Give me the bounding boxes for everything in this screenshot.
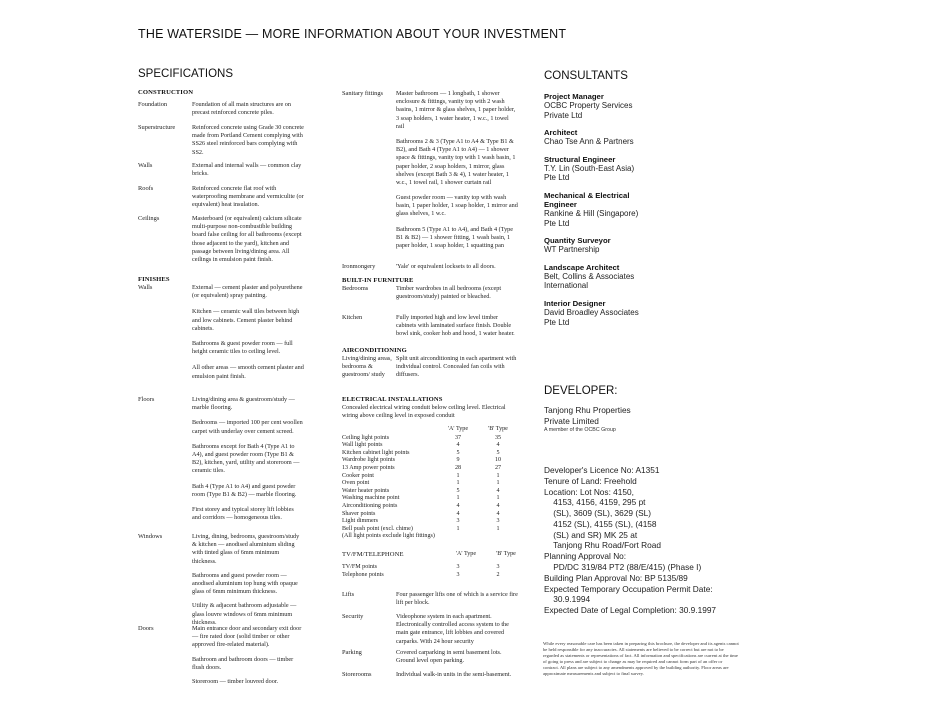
- point-count-b: 2: [496, 571, 500, 578]
- spec-text: Living/dining area & guestroom/study — marble flooring.: [192, 396, 295, 412]
- spec-label: Windows: [138, 533, 163, 540]
- point-count-a: 1: [456, 525, 460, 532]
- developer-detail-line: 4152 (SL), 4155 (SL), (4158: [544, 518, 657, 529]
- point-count-b: 5: [496, 449, 500, 456]
- consultant-entry: [544, 191, 744, 228]
- spec-label: Walls: [138, 162, 153, 169]
- consultant-entry: [544, 92, 744, 120]
- spec-text: Timber wardrobes in all bedrooms (except guestroom/study) painted or bleached.: [396, 285, 502, 301]
- developer-detail-line: Expected Date of Legal Completion: 30.9.1997: [544, 605, 717, 616]
- spec-text: Guest powder room — vanity top with wash basin, 1 paper holder, 1 soap holder, 1 mirror and glass shelves, 1 w.c.: [396, 194, 518, 218]
- consultant-name: Private Ltd: [544, 110, 583, 120]
- consultant-role: Architect: [544, 128, 578, 138]
- point-item: Telephone points: [342, 571, 384, 578]
- consultant-entry: [544, 263, 744, 291]
- point-item: Cooker point: [342, 472, 374, 479]
- point-item: Wall light points: [342, 442, 383, 449]
- developer-member: A member of the OCBC Group: [544, 427, 616, 433]
- specifications-heading: SPECIFICATIONS: [138, 68, 233, 80]
- point-count-b: 4: [496, 442, 500, 449]
- point-item: 13 Amp power points: [342, 464, 395, 471]
- spec-label: Security: [342, 613, 364, 620]
- table-row: [342, 435, 518, 443]
- consultant-name: Chao Tse Ann & Partners: [544, 137, 634, 147]
- developer-details: [544, 465, 716, 616]
- point-count-a: 1: [456, 472, 460, 479]
- table-row: [342, 465, 518, 473]
- spec-text: Storeroom — timber louvred door.: [192, 677, 279, 685]
- consultant-entry: [544, 299, 744, 327]
- developer-detail-line: 4153, 4156, 4159, 295 pt: [544, 497, 646, 508]
- consultant-name: Pte Ltd: [544, 317, 570, 327]
- spec-text: Split unit airconditioning in each apartment with individual control. Concealed fan coils with diffusers.: [396, 355, 517, 379]
- point-item: Ceiling light points: [342, 434, 390, 441]
- electrical-note: Concealed electrical wiring conduit below ceiling level. Electrical wiring above ceiling level in exposed conduit: [342, 404, 506, 420]
- consultant-entry: [544, 155, 744, 183]
- spec-text: Bathrooms 2 & 3 (Type A1 to A4 & Type B1 & B2), and Bath 4 (Type A1 to A4) — 1 shower space & fittings, vanity top with 1 wash basin, 1 paper holder, 2 soap holders, 1 mirror, glass shelves (except Bath 3 & 4), 1 water heater, 1 w.c., 1 towel rail, 1 shower curtain rail: [396, 137, 516, 186]
- developer-heading: DEVELOPER:: [544, 385, 618, 397]
- consultant-name: International: [544, 281, 589, 291]
- point-count-a: 3: [456, 564, 460, 570]
- point-count-b: 27: [494, 464, 502, 471]
- point-count-a: 5: [456, 487, 460, 494]
- spec-text: Main entrance door and secondary exit door — fire rated door (solid timber or other approved fire-related material).: [192, 625, 302, 649]
- spec-text: Four passenger lifts one of which is a service fire lift per block.: [396, 591, 518, 607]
- point-item: Light dimmers: [342, 518, 379, 525]
- point-count-a: 28: [454, 464, 462, 471]
- spec-text: All other areas — smooth cement plaster and emulsion paint finish.: [192, 364, 304, 380]
- spec-text: Fully imported high and low level timber cabinets with laminated surface finish. Double bowl sink, cooker hob and hood, 1 water heater.: [396, 314, 515, 338]
- spec-text: Foundation of all main structures are on precast reinforced concrete piles.: [192, 101, 291, 117]
- spec-label: Walls: [138, 284, 153, 291]
- spec-text: Individual walk-in units in the semi-basement.: [396, 671, 512, 678]
- point-count-b: 4: [496, 502, 500, 509]
- developer-detail-line: Tenure of Land: Freehold: [544, 475, 637, 486]
- table-row: [342, 442, 518, 450]
- spec-text: Masterboard (or equivalent) calcium silicate multi-purpose non-combustible building board false ceiling for all bathrooms (except those adjacent to the yard), kitchen and passage between living/dining area. All ceilings in emulsion paint finish.: [192, 215, 302, 263]
- point-count-b: 1: [496, 472, 500, 479]
- developer-detail-line: PD/DC 319/84 PT2 (88/E/415) (Phase I): [544, 562, 702, 573]
- point-item: Kitchen cabinet light points: [342, 449, 410, 456]
- spec-label: Superstructure: [138, 124, 176, 131]
- point-count-a: [438, 533, 478, 541]
- table-row: [342, 457, 518, 465]
- table-row: [342, 564, 518, 572]
- finishes-heading: FINISHES: [138, 276, 170, 283]
- consultant-name: OCBC Property Services: [544, 101, 633, 110]
- table-row: [342, 533, 518, 541]
- consultant-name: Pte Ltd: [544, 173, 570, 183]
- point-count-a: 3: [456, 518, 460, 525]
- spec-text: 'Yale' or equivalent locksets to all doors.: [396, 263, 496, 270]
- point-item: (All light points exclude light fittings): [342, 533, 435, 540]
- spec-text: External and internal walls — common clay bricks.: [192, 162, 302, 178]
- developer-detail-line: (SL), 3609 (SL), 3629 (SL): [544, 508, 651, 519]
- consultant-role: Structural Engineer: [544, 154, 616, 164]
- point-count-a: 3: [456, 571, 460, 578]
- tv-points-table: [342, 564, 518, 579]
- point-count-b: 4: [496, 510, 500, 517]
- developer-detail-line: Expected Temporary Occupation Permit Date:: [544, 583, 713, 594]
- developer-detail-line: 30.9.1994: [544, 594, 591, 605]
- spec-label: Roofs: [138, 185, 154, 192]
- point-count-b: 1: [496, 525, 500, 532]
- point-count-b: 35: [494, 434, 502, 441]
- point-count-b: 4: [496, 487, 500, 494]
- spec-text: External — cement plaster and polyurethene (or equivalent) spray painting.: [192, 284, 303, 300]
- spec-label: Foundation: [138, 101, 168, 108]
- table-row: [342, 518, 518, 526]
- consultant-name: David Broadley Associates: [544, 307, 639, 317]
- consultant-name: WT Partnership: [544, 245, 600, 255]
- spec-text: Utility & adjacent bathroom adjustable — glass louvre windows of 6mm minimum thickness.: [192, 602, 297, 626]
- table-row: [342, 488, 518, 496]
- spec-text: Covered carparking in semi basement lots. Ground level open parking.: [396, 649, 502, 665]
- consultant-role: Project Manager: [544, 92, 604, 101]
- developer-name: [544, 405, 631, 427]
- consultant-name: T.Y. Lin (South-East Asia): [544, 163, 635, 173]
- table-row: [342, 503, 518, 511]
- spec-text: Bedrooms — imported 100 per cent woollen carpet with underlay over cement screed.: [192, 419, 303, 435]
- spec-label: Storerooms: [342, 671, 372, 678]
- tv-col-a-header: 'A' Type: [455, 551, 477, 557]
- point-item: Bell push point (excl. chime): [342, 525, 413, 532]
- consultant-name: Pte Ltd: [544, 218, 570, 228]
- point-count-a: 4: [456, 442, 460, 449]
- consultant-entry: [544, 236, 744, 255]
- spec-label: Ironmongery: [342, 263, 376, 270]
- spec-label: Kitchen: [342, 314, 363, 321]
- point-count-b: 10: [494, 457, 502, 464]
- spec-text: First storey and typical storey lift lobbies and corridors — homogeneous tiles.: [192, 505, 294, 522]
- spec-text: Bathroom and bathroom doors — timber flush doors.: [192, 655, 294, 671]
- spec-text: Bathrooms & guest powder room — full height ceramic tiles to ceiling level.: [192, 339, 293, 356]
- electrical-points-table: [342, 426, 518, 541]
- consultant-role: Landscape Architect: [544, 262, 620, 272]
- spec-label: Ceilings: [138, 215, 160, 222]
- point-count-a: 37: [454, 434, 462, 441]
- point-item: TV/FM points: [342, 564, 378, 570]
- builtin-heading: BUILT-IN FURNITURE: [342, 277, 414, 284]
- spec-text: Living, dining, bedrooms, guestroom/study & kitchen — anodised aluminium sliding with tinted glass of 6mm minimum thickness.: [192, 533, 300, 565]
- spec-label: Floors: [138, 396, 155, 403]
- table-row: [342, 495, 518, 503]
- aircon-heading: AIRCONDITIONING: [342, 347, 407, 354]
- consultants-heading: CONSULTANTS: [544, 70, 628, 82]
- developer-detail-line: Building Plan Approval No: BP 5135/89: [544, 572, 688, 583]
- spec-label: Bedrooms: [342, 285, 369, 292]
- spec-label: Parking: [342, 649, 362, 656]
- table-row: [342, 450, 518, 458]
- spec-text: Videophone system in each apartment. Electronically controlled access system to the main gate entrance, lift lobbies and covered carparks. With 24 hour security: [396, 613, 509, 645]
- point-count-b: [478, 533, 518, 541]
- disclaimer: While every reasonable care has been taken in preparing this brochure, the developer and its agents cannot be held responsible for any inaccuracies. All statements are believed to be correct but are not to be regarded as statements or representations of fact. All information and specifications are current at the time of going to press and are subject to change as may be required and cannot form part of an offer or contract. All plans are subject to any amendments approved by the building authority. Floor areas are approximate measurements and subject to final survey.: [543, 641, 739, 676]
- spec-label: Lifts: [342, 591, 355, 598]
- point-item: Washing machine point: [342, 495, 400, 502]
- developer-detail-line: (SL) and SR) MK 25 at: [544, 529, 638, 540]
- construction-heading: CONSTRUCTION: [138, 89, 194, 96]
- point-item: Airconditioning points: [342, 502, 398, 509]
- point-item: Water heater points: [342, 487, 390, 494]
- point-item: Oven point: [342, 480, 370, 487]
- point-count-a: 9: [456, 457, 460, 464]
- spec-text: Master bathroom — 1 longbath, 1 shower enclosure & fittings, vanity top with 2 wash basins, 1 mirror & glass shelves, 1 paper holder, 3 soap holders, 1 water heater, 1 w.c., 1 towel rail: [396, 90, 516, 130]
- point-count-b: 1: [496, 495, 500, 502]
- consultant-entry: [544, 128, 744, 147]
- table-row: [342, 511, 518, 519]
- point-item: Shaver points: [342, 510, 376, 517]
- spec-label: Living/dining areas, bedrooms & guestroom/ study: [342, 355, 392, 379]
- consultant-name: Belt, Collins & Associates: [544, 271, 635, 281]
- point-count-b: 3: [496, 564, 500, 570]
- spec-text: Bathroom 5 (Type A1 to A4), and Bath 4 (Type B1 & B2) — 1 shower fitting, 1 wash basin, 1 paper holder, 1 soap holder, 1 squatting pan: [396, 225, 514, 249]
- point-count-a: 4: [456, 502, 460, 509]
- table-row: [342, 473, 518, 481]
- point-count-a: 1: [456, 480, 460, 487]
- developer-detail-line: Tanjong Rhu Road/Fort Road: [544, 540, 661, 551]
- consultant-role: Interior Designer: [544, 298, 606, 308]
- developer-detail-line: Planning Approval No:: [544, 551, 627, 562]
- developer-name-line: Tanjong Rhu Properties: [544, 405, 631, 415]
- tv-col-b-header: 'B' Type: [496, 551, 516, 557]
- point-count-a: 4: [456, 510, 460, 517]
- col-b-header: 'B' Type: [488, 426, 508, 432]
- spec-text: Kitchen — ceramic wall tiles between high and low cabinets. Cement plaster behind cabinets.: [192, 308, 300, 332]
- spec-text: Bathrooms except for Bath 4 (Type A1 to A4), and guest powder room (Type B1 & B2), kitchen, yard, utility and storeroom — ceramic tiles.: [192, 442, 300, 475]
- spec-text: Reinforced concrete using Grade 30 concrete made from Portland Cement complying with SS26 steel reinforced bars complying with SS2.: [192, 124, 304, 156]
- spec-label: Sanitary fittings: [342, 90, 384, 97]
- consultant-role: Quantity Surveyor: [544, 236, 611, 246]
- spec-text: Bath 4 (Type A1 to A4) and guest powder room (Type B1 & B2) — marble flooring.: [192, 482, 297, 498]
- consultant-role: Mechanical & Electrical Engineer: [544, 190, 630, 209]
- point-item: Wardrobe light points: [342, 457, 395, 464]
- consultant-name: Rankine & Hill (Singapore): [544, 208, 639, 218]
- tv-heading: TV/FM/TELEPHONE: [342, 551, 404, 558]
- table-row: [342, 480, 518, 488]
- developer-detail-line: Location: Lot Nos: 4150,: [544, 486, 634, 497]
- table-row: [342, 572, 518, 580]
- spec-label: Doors: [138, 625, 154, 632]
- col-a-header: 'A' Type: [447, 426, 469, 432]
- point-count-b: 1: [496, 480, 500, 487]
- page-title: THE WATERSIDE — MORE INFORMATION ABOUT YOUR INVESTMENT: [138, 27, 567, 41]
- point-count-b: 3: [496, 518, 500, 525]
- spec-text: Reinforced concrete flat roof with waterproofing membrane and vermiculite (or equivalent) heat insulation.: [192, 185, 304, 209]
- point-count-a: 5: [456, 449, 460, 456]
- electrical-heading: ELECTRICAL INSTALLATIONS: [342, 396, 443, 403]
- developer-detail-line: Developer's Licence No: A1351: [544, 465, 660, 475]
- point-count-a: 1: [456, 495, 460, 502]
- spec-text: Bathrooms and guest powder room — anodised aluminium top hung with opaque glass of 6mm minimum thickness.: [192, 571, 298, 596]
- developer-name-line: Private Limited: [544, 415, 599, 426]
- consultants-list: [544, 92, 744, 327]
